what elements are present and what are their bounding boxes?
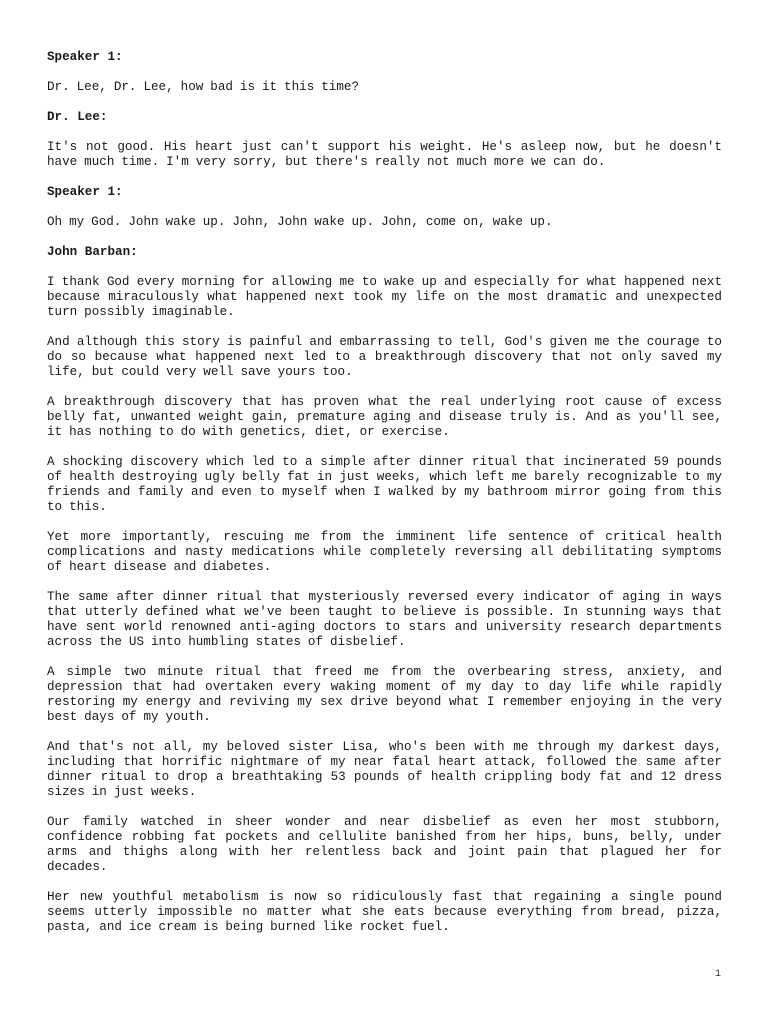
- dialogue-paragraph: A breakthrough discovery that has proven what the real underlying root cause of excess belly fat, unwanted weight gain, premature aging and disease truly is. And as you'll see, it has nothing to do with genetics, diet, or exercise.: [47, 395, 722, 439]
- dialogue-paragraph: Oh my God. John wake up. John, John wake up. John, come on, wake up.: [47, 215, 553, 229]
- page-number: 1: [714, 969, 721, 980]
- dialogue-paragraph: Yet more importantly, rescuing me from the imminent life sentence of critical health complications and nasty medications while completely reversing all debilitating symptoms of heart disease and diabetes.: [47, 530, 722, 574]
- speaker-label: Speaker 1:: [47, 50, 123, 64]
- dialogue-paragraph: A shocking discovery which led to a simple after dinner ritual that incinerated 59 pounds of health destroying ugly belly fat in just weeks, which left me barely recognizable to my friends and family and even to myself when I walked by my bathroom mirror going from this to this.: [47, 455, 722, 514]
- dialogue-paragraph: A simple two minute ritual that freed me from the overbearing stress, anxiety, and depression that had overtaken every waking moment of my day to day life while rapidly restoring my energy and reviving my sex drive beyond what I remember enjoying in the very best days of my youth.: [47, 665, 722, 724]
- dialogue-paragraph: It's not good. His heart just can't support his weight. He's asleep now, but he doesn't have much time. I'm very sorry, but there's really not much more we can do.: [47, 140, 722, 169]
- dialogue-paragraph: Her new youthful metabolism is now so ridiculously fast that regaining a single pound seems utterly impossible no matter what she eats because everything from bread, pizza, pasta, and ice cream is being burned like rocket fuel.: [47, 890, 722, 934]
- dialogue-paragraph: Our family watched in sheer wonder and near disbelief as even her most stubborn, confidence robbing fat pockets and cellulite banished from her hips, buns, belly, under arms and thighs along with her relentless back and joint pain that plagued her for decades.: [47, 815, 722, 874]
- transcript-page: [47, 50, 722, 950]
- dialogue-paragraph: I thank God every morning for allowing me to wake up and especially for what happened next because miraculously what happened next took my life on the most dramatic and unexpected turn possibly imaginable.: [47, 275, 722, 319]
- dialogue-paragraph: The same after dinner ritual that mysteriously reversed every indicator of aging in ways that utterly defined what we've been taught to believe is possible. In stunning ways that have sent world renowned anti-aging doctors to stars and university research departments across the US into humbling states of disbelief.: [47, 590, 722, 649]
- dialogue-paragraph: And although this story is painful and embarrassing to tell, God's given me the courage to do so because what happened next led to a breakthrough discovery that not only saved my life, but could very well save yours too.: [47, 335, 722, 379]
- dialogue-paragraph: Dr. Lee, Dr. Lee, how bad is it this time?: [47, 80, 360, 94]
- speaker-label: Speaker 1:: [47, 185, 123, 199]
- dialogue-paragraph: And that's not all, my beloved sister Lisa, who's been with me through my darkest days, including that horrific nightmare of my near fatal heart attack, followed the same after dinner ritual to drop a breathtaking 53 pounds of health crippling body fat and 12 dress sizes in just weeks.: [47, 740, 722, 799]
- speaker-label: John Barban:: [47, 245, 138, 259]
- speaker-label: Dr. Lee:: [47, 110, 108, 124]
